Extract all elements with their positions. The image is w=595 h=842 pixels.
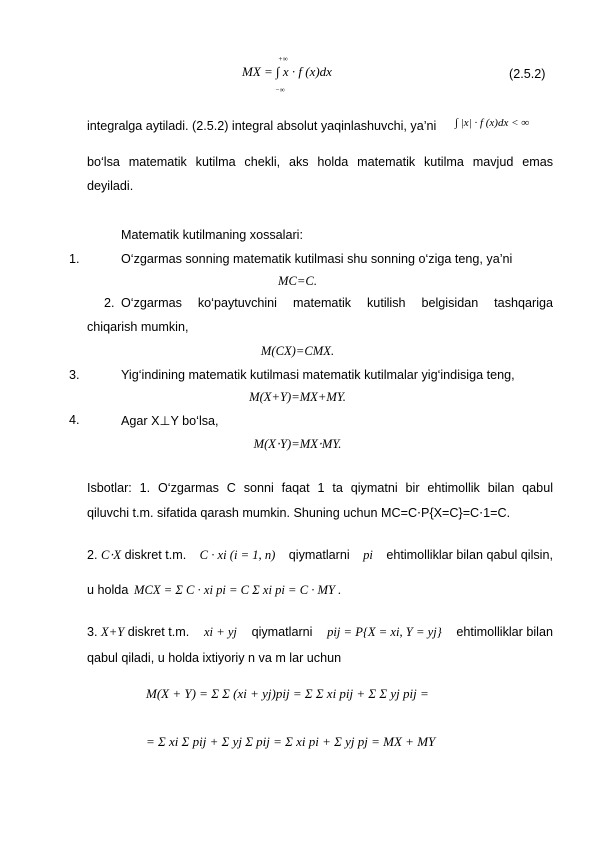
proof-line-label: u holda xyxy=(87,583,129,597)
paragraph-line: deyiladi. xyxy=(87,179,134,193)
section-heading: Matematik kutilmaning xossalari: xyxy=(121,228,303,242)
proof-line xyxy=(87,625,553,640)
proof-formula: pi xyxy=(363,548,373,562)
final-equation-line: M(X + Y) = Σ Σ (xi + yj)pij = Σ Σ xi pij + Σ Σ yj pij = xyxy=(146,686,429,701)
proof-text: qiymatlarni xyxy=(251,625,313,639)
equation-2-5-2-formula: MX = ∫ x · f (x)dx xyxy=(242,64,332,79)
list-number: 3. xyxy=(69,368,80,382)
list-item-text: Yig‘indining matematik kutilmasi matematik kutilmalar yig‘indisiga teng, xyxy=(121,368,515,382)
equation-2-5-2 xyxy=(242,64,332,80)
proof-text: qiymatlarni xyxy=(288,548,350,562)
final-equation-line: = Σ xi Σ pij + Σ yj Σ pij = Σ xi pi + Σ yj pj = MX + MY xyxy=(146,734,436,749)
paragraph-line: bo‘lsa matematik kutilma chekli, aks holda matematik kutilma mavjud emas xyxy=(87,155,553,169)
property-formula: MC=C. xyxy=(278,274,317,288)
list-item-text: Agar X⊥Y bo‘lsa, xyxy=(121,414,219,428)
list-item-text-line: O‘zgarmas ko‘paytuvchini matematik kutilish belgisidan tashqariga xyxy=(121,296,553,310)
list-item-text xyxy=(121,296,553,310)
proof-line: Isbotlar: 1. O‘zgarmas C sonni faqat 1 ta qiymatni bir ehtimollik bilan qabul xyxy=(87,481,553,495)
equation-number: (2.5.2) xyxy=(509,67,546,81)
list-item-text: O‘zgarmas sonning matematik kutilmasi shu sonning o‘ziga teng, ya’ni xyxy=(121,252,513,266)
proof-line: qiluvchi t.m. sifatida qarash mumkin. Shuning uchun MC=C⋅P{X=C}=C⋅1=C. xyxy=(87,506,511,520)
equation-2-5-2-lower-limit: −∞ xyxy=(275,86,285,94)
proof-text: ehtimolliklar bilan qabul qilsin, xyxy=(386,548,553,562)
list-number: 4. xyxy=(69,413,80,427)
proof-formula: pij = P{X = xi, Y = yj} xyxy=(327,625,442,639)
proof-line xyxy=(87,547,553,563)
proof-text: 3. X+Y diskret t.m. xyxy=(87,625,190,639)
paragraph-line: integralga aytiladi. (2.5.2) integral absolut yaqinlashuvchi, ya’ni xyxy=(87,119,437,133)
absolute-convergence-formula: ∫ |x| · f (x)dx < ∞ xyxy=(455,117,530,129)
proof-formula: C · xi (i = 1, n) xyxy=(199,548,276,562)
property-formula: M(X+Y)=MX+MY. xyxy=(249,390,346,404)
proof-line: qabul qiladi, u holda ixtiyoriy n va m lar uchun xyxy=(87,651,342,665)
property-formula: M(CX)=CMX. xyxy=(260,344,335,358)
property-formula: M(X⋅Y)=MX⋅MY. xyxy=(253,437,342,451)
equation-2-5-2-upper-limit: +∞ xyxy=(278,55,288,63)
proof-text: 2. C⋅X diskret t.m. xyxy=(87,548,187,562)
proof-formula: xi + yj xyxy=(203,625,237,639)
list-item-text: chiqarish mumkin, xyxy=(87,320,189,334)
list-number: 2. xyxy=(104,296,115,310)
list-number: 1. xyxy=(69,252,80,266)
proof-formula: MCX = Σ C · xi pi = C Σ xi pi = C · MY . xyxy=(134,583,342,597)
proof-text: ehtimolliklar bilan xyxy=(456,625,553,639)
